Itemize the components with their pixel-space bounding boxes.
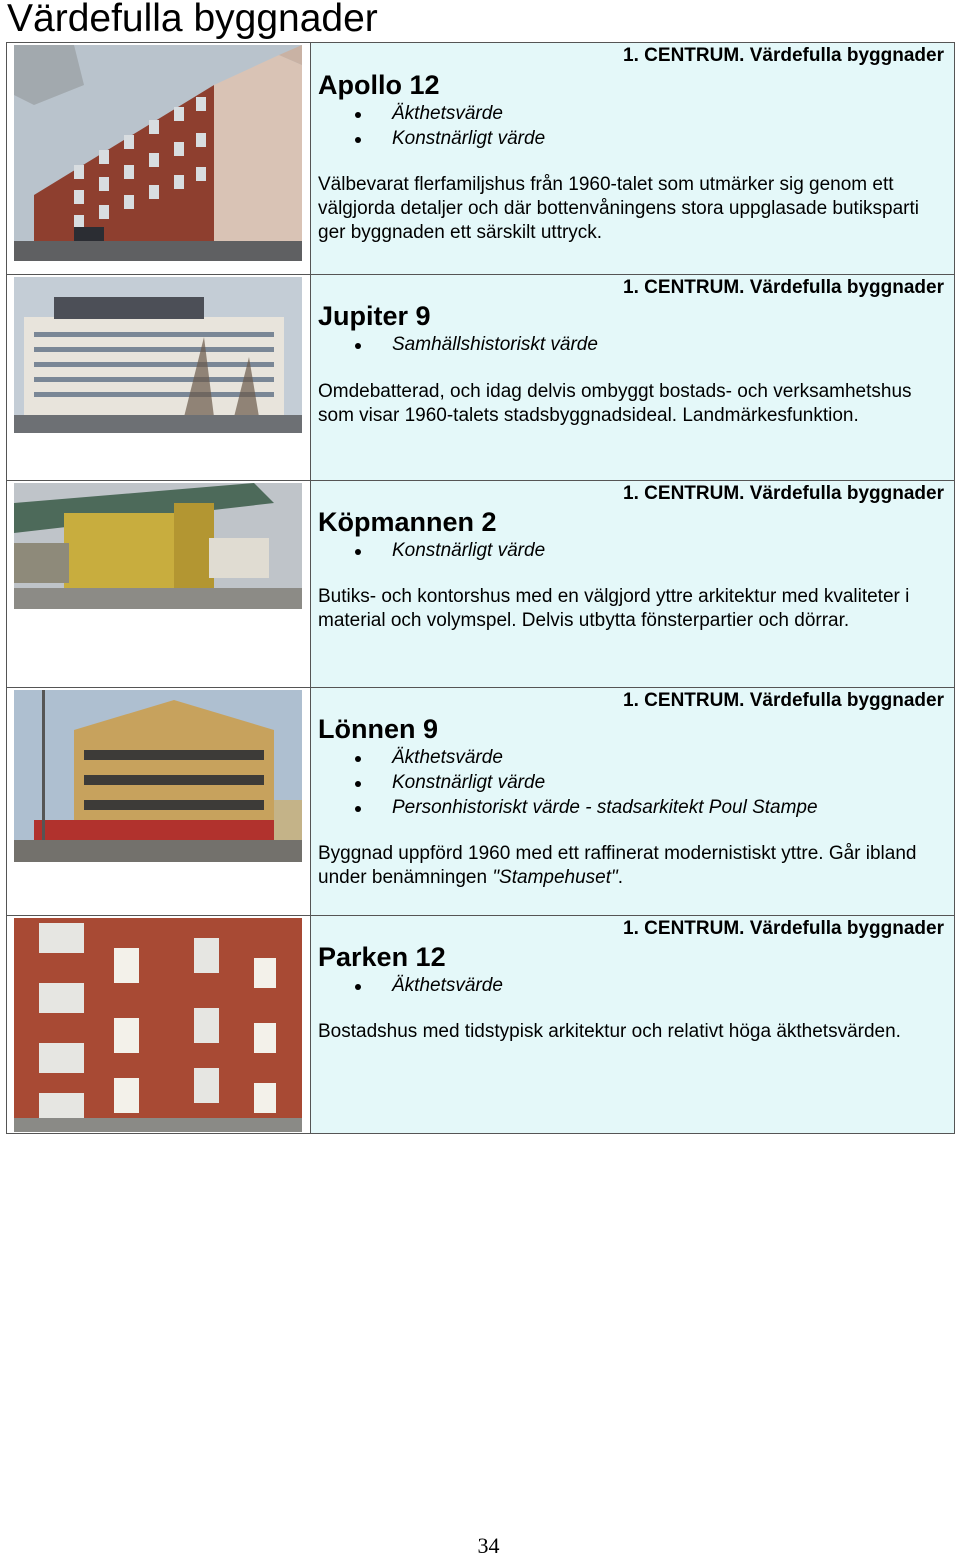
building-photo-parken-12 xyxy=(14,918,302,1132)
values-list xyxy=(318,332,944,357)
district-label: 1. CENTRUM. Värdefulla byggnader xyxy=(623,45,944,66)
values-list xyxy=(318,101,944,151)
building-photo-kopmannen-2 xyxy=(14,483,302,609)
building-name: Köpmannen 2 xyxy=(318,507,497,537)
table-row xyxy=(7,688,955,916)
values-list xyxy=(318,538,944,563)
district-label: 1. CENTRUM. Värdefulla byggnader xyxy=(623,918,944,939)
photo-cell xyxy=(7,916,311,1134)
photo-cell xyxy=(7,43,311,275)
value-item: Konstnärligt värde xyxy=(318,126,944,151)
photo-cell xyxy=(7,481,311,688)
building-name: Apollo 12 xyxy=(318,70,440,100)
info-cell xyxy=(311,916,955,1134)
building-name: Lönnen 9 xyxy=(318,714,438,744)
values-list xyxy=(318,973,944,998)
district-label: 1. CENTRUM. Värdefulla byggnader xyxy=(623,690,944,711)
building-description: Omdebatterad, och idag delvis ombyggt bostads- och verksamhetshus som visar 1960-talets stadsbyggnadsideal. Landmärkesfunktion. xyxy=(318,381,912,426)
value-item: Konstnärligt värde xyxy=(318,538,944,563)
photo-cell xyxy=(7,275,311,481)
table-row xyxy=(7,481,955,688)
info-cell xyxy=(311,275,955,481)
value-item: Äkthetsvärde xyxy=(318,973,944,998)
building-name: Parken 12 xyxy=(318,942,446,972)
building-photo-jupiter-9 xyxy=(14,277,302,433)
page-title: Värdefulla byggnader xyxy=(7,0,378,40)
buildings-table xyxy=(6,42,955,1134)
info-cell xyxy=(311,43,955,275)
building-photo-apollo-12 xyxy=(14,45,302,261)
info-cell xyxy=(311,481,955,688)
value-item: Äkthetsvärde xyxy=(318,745,944,770)
building-description: Byggnad uppförd 1960 med ett raffinerat modernistiskt yttre. Går ibland under benämningen "Stampehuset". xyxy=(318,843,917,888)
value-item: Personhistoriskt värde - stadsarkitekt Poul Stampe xyxy=(318,795,944,820)
values-list xyxy=(318,745,944,820)
district-label: 1. CENTRUM. Värdefulla byggnader xyxy=(623,277,944,298)
district-label: 1. CENTRUM. Värdefulla byggnader xyxy=(623,483,944,504)
building-description: Butiks- och kontorshus med en välgjord yttre arkitektur med kvaliteter i material och volymspel. Delvis utbytta fönsterpartier och dörrar. xyxy=(318,586,910,631)
nickname: "Stampehuset" xyxy=(492,867,618,888)
table-row xyxy=(7,916,955,1134)
building-description: Bostadshus med tidstypisk arkitektur och relativt höga äkthetsvärden. xyxy=(318,1021,901,1042)
photo-cell xyxy=(7,688,311,916)
building-photo-lonnen-9 xyxy=(14,690,302,862)
building-name: Jupiter 9 xyxy=(318,301,431,331)
building-description: Välbevarat flerfamiljshus från 1960-talet som utmärker sig genom ett välgjorda detaljer och där bottenvåningens stora uppglasade butiksparti ger byggnaden ett särskilt uttryck. xyxy=(318,174,920,243)
value-item: Konstnärligt värde xyxy=(318,770,944,795)
value-item: Äkthetsvärde xyxy=(318,101,944,126)
table-row xyxy=(7,43,955,275)
table-row xyxy=(7,275,955,481)
info-cell xyxy=(311,688,955,916)
page-number: 34 xyxy=(477,1533,500,1558)
value-item: Samhällshistoriskt värde xyxy=(318,332,944,357)
